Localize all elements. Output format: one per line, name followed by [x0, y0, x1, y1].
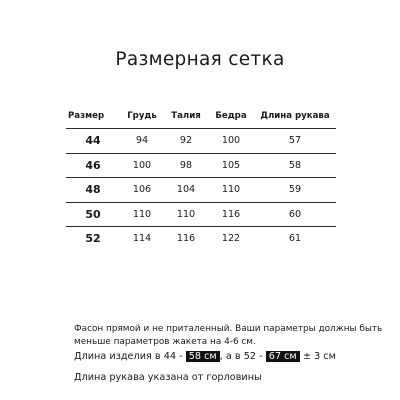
length-note-prefix: Длина изделия в 44 -	[74, 351, 186, 362]
header-chest: Грудь	[120, 104, 164, 129]
cell-size: 52	[85, 232, 101, 246]
cell-size: 46	[66, 153, 120, 178]
header-sleeve-length: Длина рукава	[254, 104, 336, 129]
cell-size: 44	[66, 129, 120, 154]
header-waist: Талия	[164, 104, 208, 129]
table-row	[66, 202, 336, 227]
length-44-highlight: 58 см	[186, 351, 220, 362]
length-note	[74, 351, 336, 362]
cell-chest: 114	[132, 233, 152, 245]
sleeve-note: Длина рукава указана от горловины	[74, 372, 262, 383]
cell-chest: 100	[120, 153, 164, 178]
table-row	[66, 227, 336, 251]
cell-sleeve: 59	[254, 178, 336, 203]
length-52-highlight: 67 см	[266, 351, 300, 362]
length-note-suffix: ± 3 см	[299, 351, 336, 362]
cell-sleeve: 57	[254, 129, 336, 154]
cell-hips: 122	[221, 233, 241, 245]
page-title: Размерная сетка	[115, 49, 285, 70]
cell-waist: 104	[164, 178, 208, 203]
fit-note: Фасон прямой и не приталенный. Ваши параметры должны быть меньше параметров жакета на 4-6 см.	[74, 324, 383, 347]
header-size: Размер	[66, 104, 120, 129]
table-header-row	[66, 104, 336, 129]
cell-waist: 110	[164, 202, 208, 227]
cell-hips: 116	[208, 202, 254, 227]
size-table	[66, 104, 336, 251]
table-row	[66, 153, 336, 178]
cell-hips: 110	[208, 178, 254, 203]
cell-chest: 94	[120, 129, 164, 154]
cell-size: 48	[66, 178, 120, 203]
cell-sleeve: 58	[254, 153, 336, 178]
header-hips: Бедра	[208, 104, 254, 129]
cell-sleeve: 61	[288, 233, 302, 245]
table-row	[66, 178, 336, 203]
cell-waist: 92	[164, 129, 208, 154]
cell-hips: 105	[208, 153, 254, 178]
cell-waist: 98	[164, 153, 208, 178]
cell-sleeve: 60	[254, 202, 336, 227]
cell-waist: 116	[176, 233, 196, 245]
cell-chest: 110	[120, 202, 164, 227]
table-row	[66, 129, 336, 154]
length-note-mid: , а в 52 -	[219, 351, 266, 362]
cell-hips: 100	[208, 129, 254, 154]
cell-chest: 106	[120, 178, 164, 203]
cell-size: 50	[66, 202, 120, 227]
